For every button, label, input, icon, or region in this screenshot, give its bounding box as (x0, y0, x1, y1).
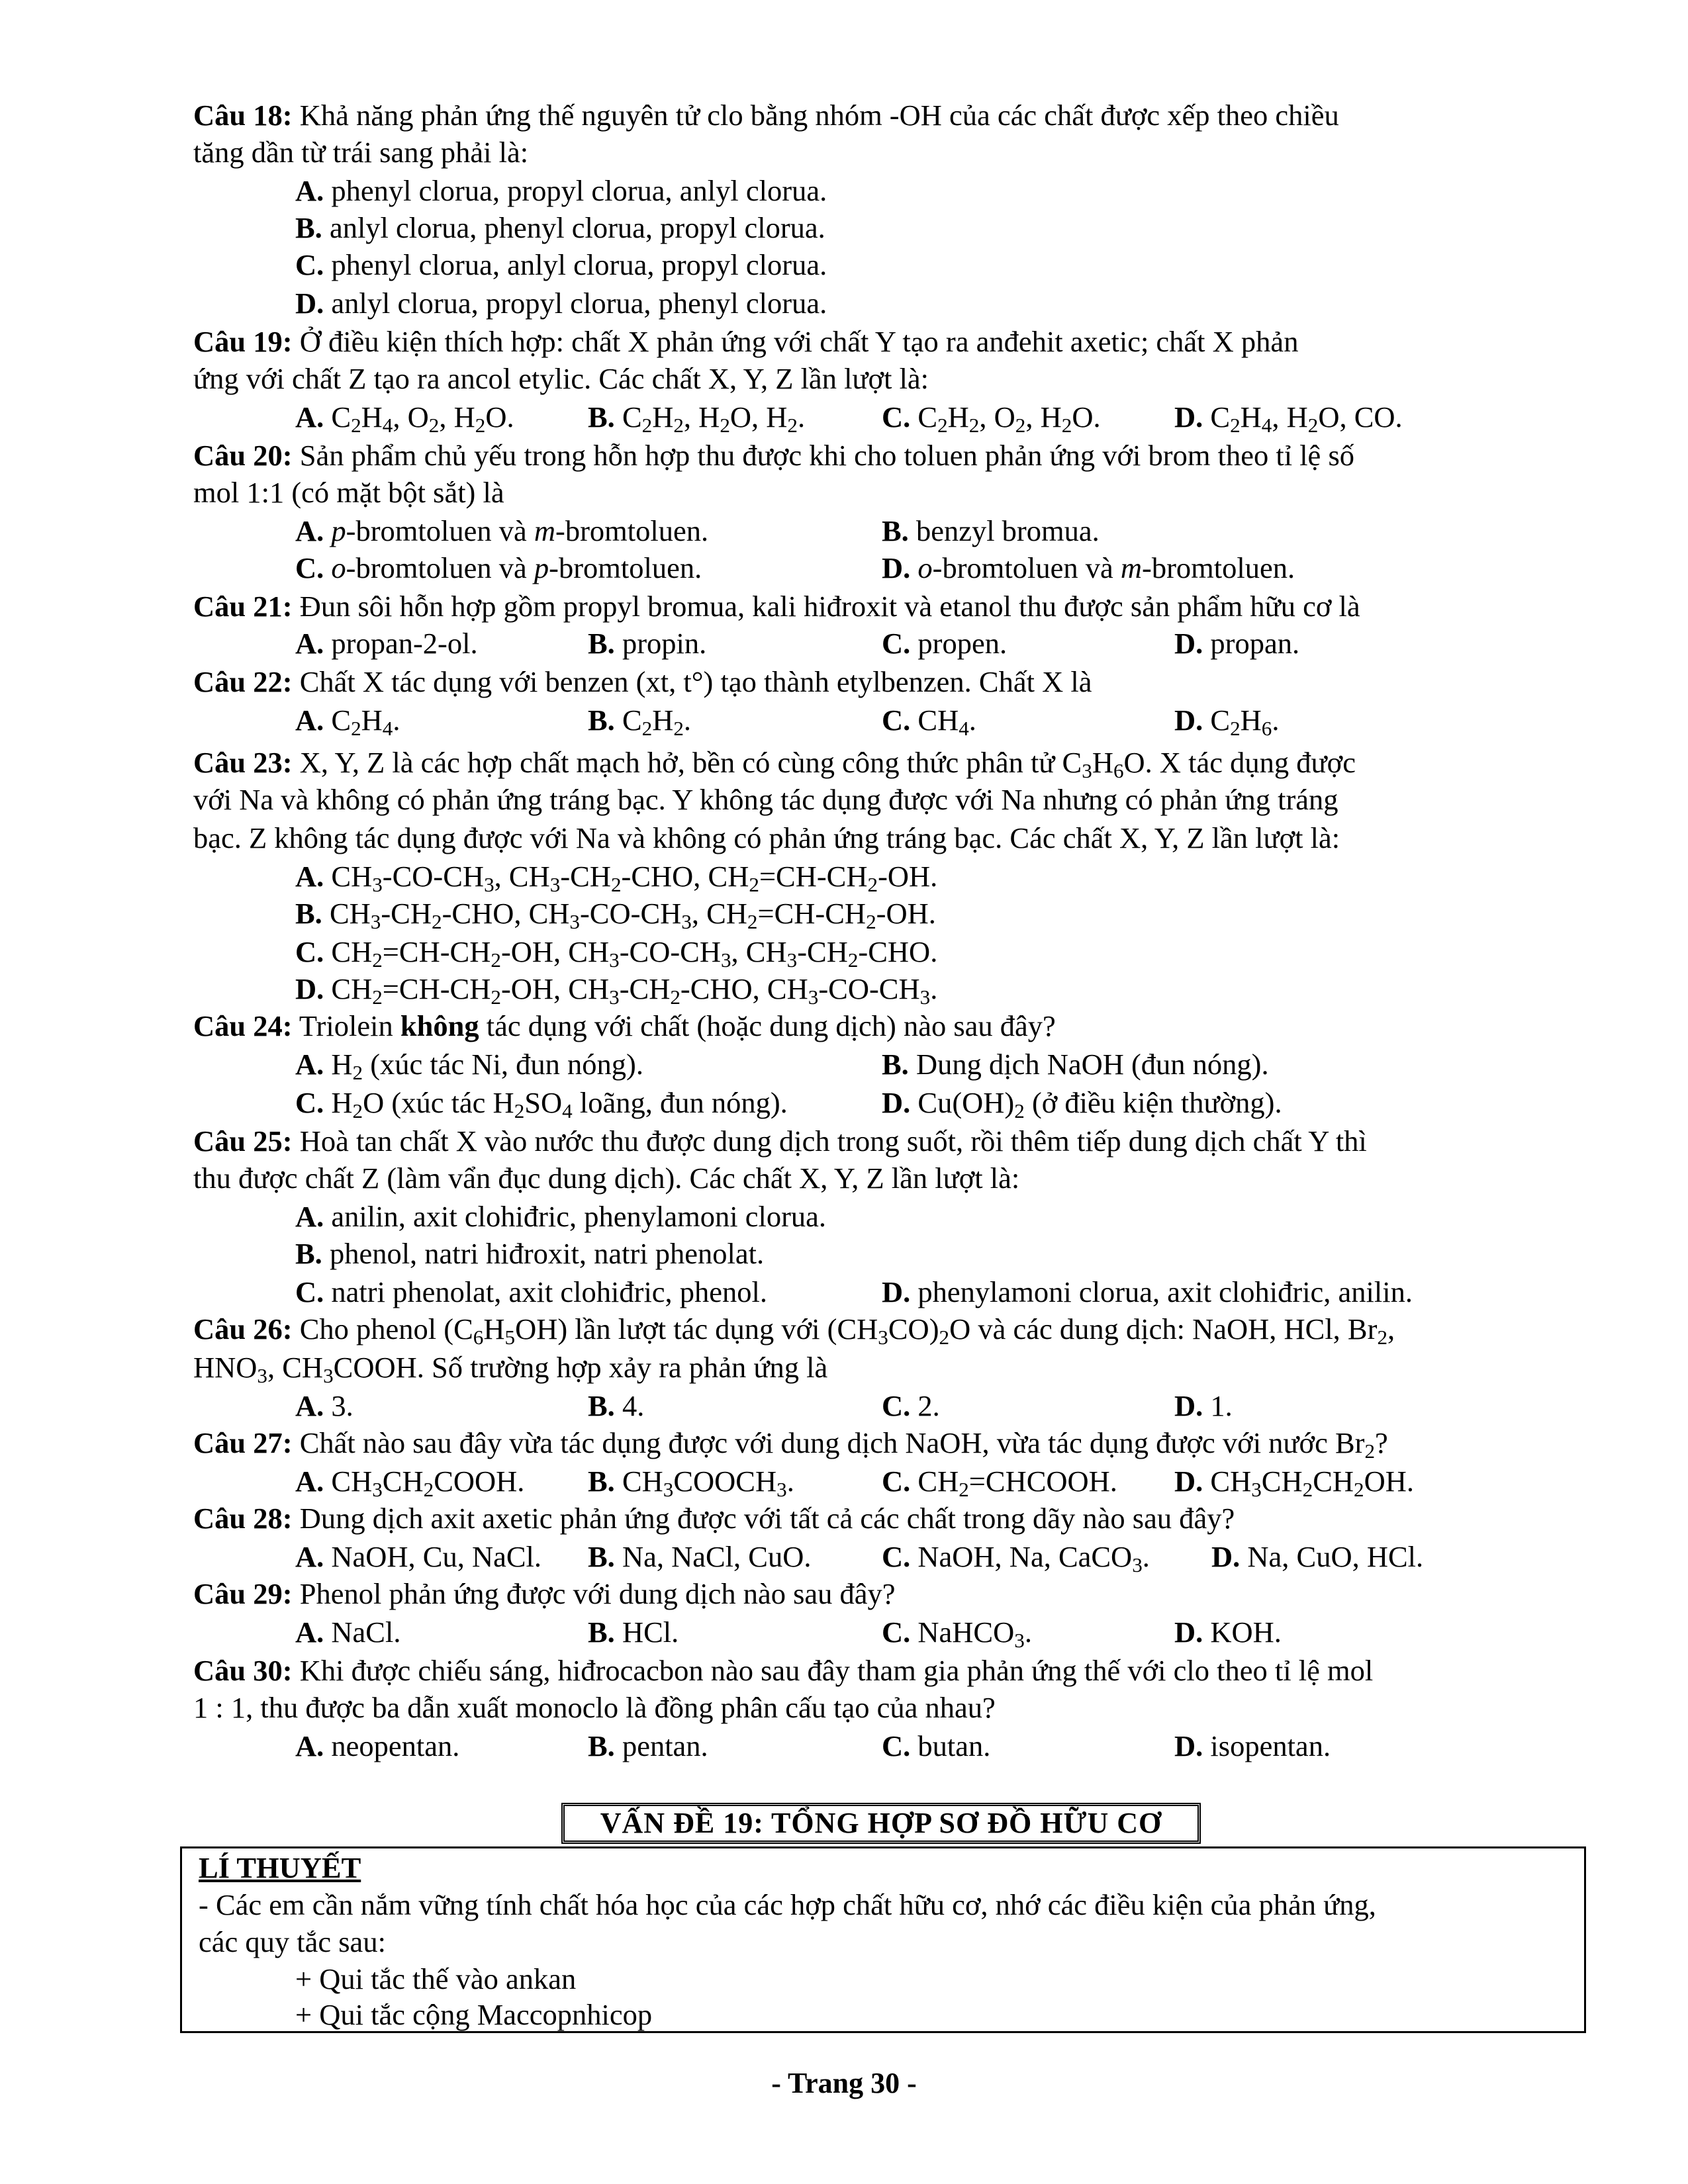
q25-option-d: D. phenylamoni clorua, axit clohiđric, anilin. (882, 1275, 1413, 1308)
q26-stem-line1: Câu 26: Cho phenol $(C_6H_5OH)$ lần lượt tác dụng với $(CH_3CO)_2O$ và các dung dịch: NaOH, HCl, $Br_2$, (193, 1312, 1395, 1349)
theory-line1: - Các em cần nắm vững tính chất hóa học của các hợp chất hữu cơ, nhớ các điều kiện của phản ứng, (199, 1888, 1376, 1921)
q24-option-a: A. $H_2$ (xúc tác Ni, đun nóng). (295, 1048, 643, 1084)
q22-option-c: C. $CH_4$. (882, 704, 976, 740)
q24-stem: Câu 24: Triolein không tác dụng với chất (hoặc dung dịch) nào sau đây? (193, 1009, 1056, 1042)
q27-option-d: D. $CH_3CH_2CH_2OH$. (1174, 1465, 1415, 1501)
q19-stem-line1: Câu 19: Ở điều kiện thích hợp: chất X phản ứng với chất Y tạo ra anđehit axetic; chất X phản (193, 325, 1299, 358)
q27-option-b: B. $CH_3COOCH_3$. (588, 1465, 794, 1501)
page-number: - Trang 30 - (771, 2067, 917, 2099)
q20-option-c: C. o-bromtoluen và p-bromtoluen. (295, 551, 702, 584)
q23-stem-line2: với Na và không có phản ứng tráng bạc. Y không tác dụng được với Na nhưng có phản ứng tráng (193, 783, 1338, 816)
q28-option-d: D. Na, CuO, HCl. (1211, 1540, 1424, 1573)
q20-option-b: B. benzyl bromua. (882, 514, 1100, 547)
q29-option-c: C. NaHCO$_3$. (882, 1615, 1032, 1652)
q19-stem-line2: ứng với chất Z tạo ra ancol etylic. Các chất X, Y, Z lần lượt là: (193, 362, 929, 395)
q30-stem-line2: 1 : 1, thu được ba dẫn xuất monoclo là đồng phân cấu tạo của nhau? (193, 1691, 996, 1724)
q20-stem-line1: Câu 20: Sản phẩm chủ yếu trong hỗn hợp thu được khi cho toluen phản ứng với brom theo tỉ lệ số (193, 439, 1355, 472)
q23-option-c: C. $CH_2=CH-CH_2-OH$, $CH_3-CO-CH_3$, $CH_3-CH_2$-CHO. (295, 935, 938, 972)
q21-stem: Câu 21: Đun sôi hỗn hợp gồm propyl bromua, kali hiđroxit và etanol thu được sản phẩm hữu cơ là (193, 590, 1360, 623)
q28-option-b: B. Na, NaCl, CuO. (588, 1540, 812, 1573)
q22-option-a: A. $C_2H_4$. (295, 704, 400, 740)
q27-option-c: C. $CH_2=CHCOOH$. (882, 1465, 1117, 1501)
q30-option-b: B. pentan. (588, 1729, 708, 1762)
q20-option-a: A. p-bromtoluen và m-bromtoluen. (295, 514, 709, 547)
theory-line2: các quy tắc sau: (199, 1925, 386, 1958)
q29-option-a: A. NaCl. (295, 1615, 401, 1649)
theory-heading: LÍ THUYẾT (199, 1851, 361, 1884)
q19-option-c: C. $C_2H_2$, $O_2$, $H_2O$. (882, 400, 1101, 437)
q22-stem: Câu 22: Chất X tác dụng với benzen (xt, t°) tạo thành etylbenzen. Chất X là (193, 665, 1092, 698)
q30-stem-line1: Câu 30: Khi được chiếu sáng, hiđrocacbon nào sau đây tham gia phản ứng thế với clo theo tỉ lệ mol (193, 1654, 1374, 1687)
q28-option-a: A. NaOH, Cu, NaCl. (295, 1540, 542, 1573)
q23-option-b: B. $CH_3-CH_2$-CHO, $CH_3-CO-CH_3$, $CH_2=CH-CH_2-OH$. (295, 897, 936, 933)
q21-option-a: A. propan-2-ol. (295, 627, 478, 660)
theory-rule1: + Qui tắc thế vào ankan (295, 1962, 577, 1995)
q23-option-a: A. $CH_3-CO-CH_3$, $CH_3-CH_2$-CHO, $CH_2=CH-CH_2-OH$. (295, 860, 938, 896)
q21-option-c: C. propen. (882, 627, 1008, 660)
q19-option-a: A. $C_2H_4$, $O_2$, $H_2O$. (295, 400, 514, 437)
q26-option-a: A. 3. (295, 1389, 353, 1422)
q22-option-b: B. $C_2H_2$. (588, 704, 692, 740)
q20-option-d: D. o-bromtoluen và m-bromtoluen. (882, 551, 1295, 584)
q29-option-b: B. HCl. (588, 1615, 679, 1649)
q24-option-b: B. Dung dịch NaOH (đun nóng). (882, 1048, 1269, 1081)
q21-option-b: B. propin. (588, 627, 707, 660)
q25-option-b: B. phenol, natri hiđroxit, natri phenolat. (295, 1237, 765, 1270)
q29-option-d: D. KOH. (1174, 1615, 1282, 1649)
q18-option-c: C. phenyl clorua, anlyl clorua, propyl clorua. (295, 248, 827, 281)
q25-stem-line1: Câu 25: Hoà tan chất X vào nước thu được dung dịch trong suốt, rồi thêm tiếp dung dịch chất Y thì (193, 1124, 1367, 1158)
q29-stem: Câu 29: Phenol phản ứng được với dung dịch nào sau đây? (193, 1577, 896, 1610)
q25-option-c: C. natri phenolat, axit clohiđric, phenol. (295, 1275, 768, 1308)
q24-option-d: D. $Cu(OH)_2$ (ở điều kiện thường). (882, 1086, 1282, 1122)
q30-option-d: D. isopentan. (1174, 1729, 1331, 1762)
q19-option-b: B. $C_2H_2$, $H_2O$, $H_2$. (588, 400, 806, 437)
section-title: VẤN ĐỀ 19: TỔNG HỢP SƠ ĐỒ HỮU CƠ (561, 1803, 1201, 1844)
q19-option-d: D. $C_2H_4$, $H_2O$, CO. (1174, 400, 1403, 437)
q25-option-a: A. anilin, axit clohiđric, phenylamoni clorua. (295, 1200, 827, 1233)
q18-label: Câu 18: (193, 99, 293, 132)
q20-stem-line2: mol 1:1 (có mặt bột sắt) là (193, 476, 504, 509)
q18-stem-line2: tăng dần từ trái sang phải là: (193, 136, 529, 169)
q21-option-d: D. propan. (1174, 627, 1300, 660)
q26-stem-line2: $HNO_3$, $CH_3COOH$. Số trường hợp xảy ra phản ứng là (193, 1351, 828, 1387)
q30-option-c: C. butan. (882, 1729, 991, 1762)
q27-stem: Câu 27: Chất nào sau đây vừa tác dụng được với dung dịch NaOH, vừa tác dụng được với nước $Br_2$? (193, 1426, 1388, 1463)
q26-option-d: D. 1. (1174, 1389, 1233, 1422)
q18-option-d: D. anlyl clorua, propyl clorua, phenyl clorua. (295, 287, 827, 320)
q30-option-a: A. neopentan. (295, 1729, 460, 1762)
q28-option-c: C. NaOH, Na, CaCO$_3$. (882, 1540, 1150, 1576)
q22-option-d: D. $C_2H_6$. (1174, 704, 1280, 740)
q18-option-a: A. phenyl clorua, propyl clorua, anlyl clorua. (295, 174, 827, 207)
theory-rule2: + Qui tắc cộng Maccopnhicop (295, 1998, 653, 2031)
q24-option-c: C. $H_2O$ (xúc tác $H_2SO_4$ loãng, đun nóng). (295, 1086, 788, 1122)
q23-option-d: D. $CH_2=CH-CH_2-OH$, $CH_3-CH_2$-CHO, $CH_3-CO-CH_3$. (295, 972, 938, 1009)
q28-stem: Câu 28: Dung dịch axit axetic phản ứng được với tất cả các chất trong dãy nào sau đây? (193, 1502, 1235, 1535)
q18-option-b: B. anlyl clorua, phenyl clorua, propyl clorua. (295, 211, 825, 244)
q23-stem-line3: bạc. Z không tác dụng được với Na và không có phản ứng tráng bạc. Các chất X, Y, Z lần lượt là: (193, 821, 1340, 854)
q26-option-b: B. 4. (588, 1389, 645, 1422)
q23-stem-line1: Câu 23: X, Y, Z là các hợp chất mạch hở, bền có cùng công thức phân tử $C_3H_6O$. X tác dụng được (193, 746, 1356, 782)
q26-option-c: C. 2. (882, 1389, 940, 1422)
q25-stem-line2: thu được chất Z (làm vẩn đục dung dịch). Các chất X, Y, Z lần lượt là: (193, 1161, 1020, 1195)
q18-stem1: Khả năng phản ứng thế nguyên tử clo bằng nhóm -OH của các chất được xếp theo chiều (292, 99, 1339, 132)
q27-option-a: A. $CH_3CH_2COOH$. (295, 1465, 525, 1501)
q18-stem-line1 (193, 97, 1339, 134)
